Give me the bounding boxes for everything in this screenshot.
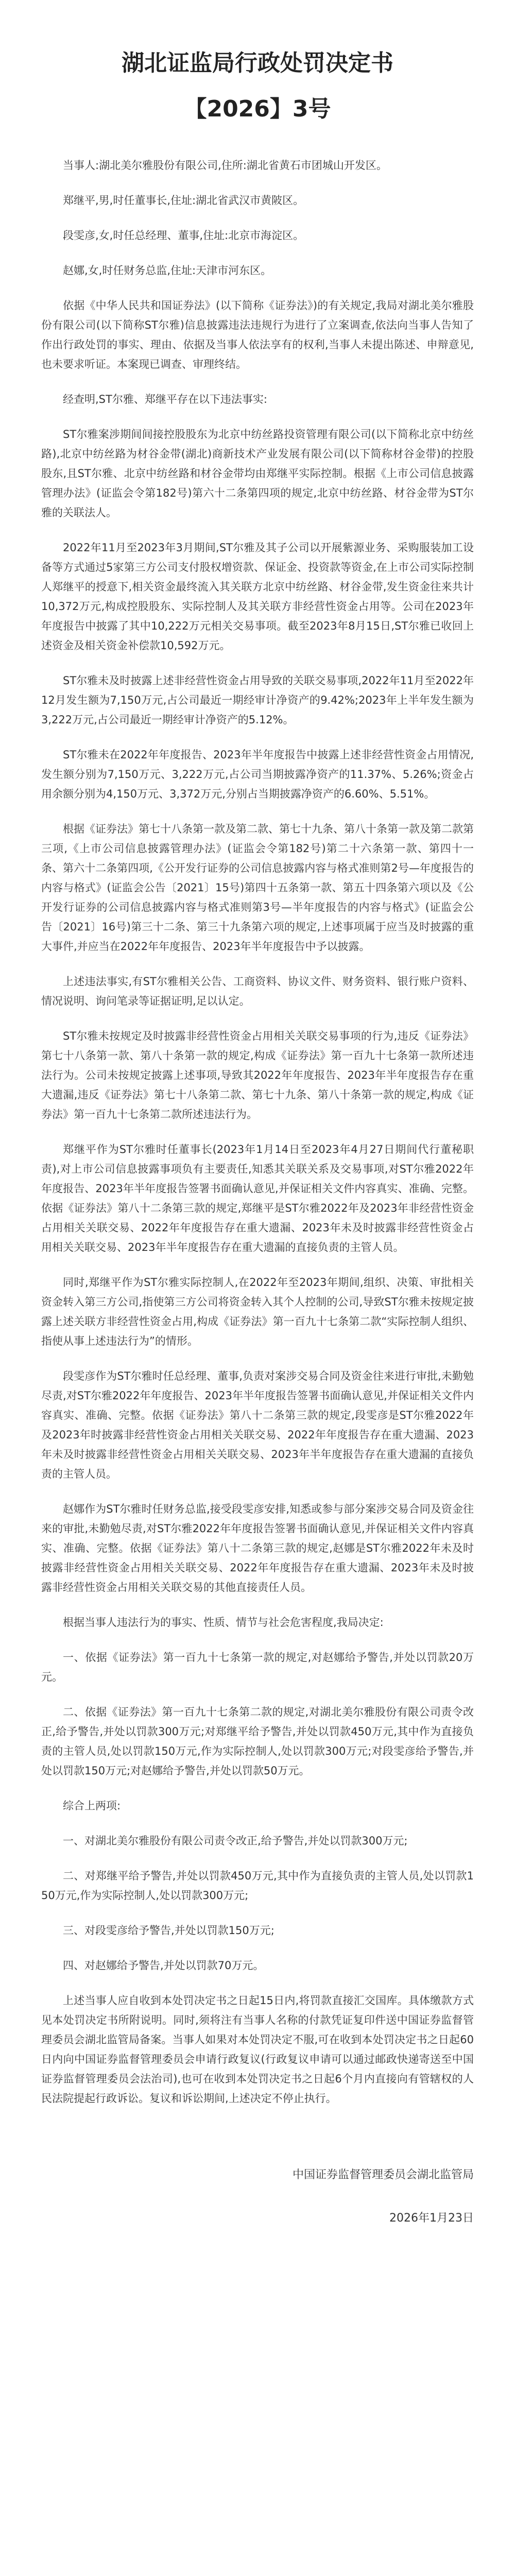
paragraph: 郑继平作为ST尔雅时任董事长(2023年1月14日至2023年4月27日期间代行董秘职责),对上市公司信息披露事项负有主要责任,知悉其关联关系及交易事项,对ST尔雅2022年年度报告、2023年半年度报告签署书面确认意见,并保证相关文件内容真实、准确、完整。依据《证券法》第八十二条第三款的规定,郑继平是ST尔雅2022年及2023年非经营性资金占用相关关联交易、2022年年度报告存在重大遗漏、2023年未及时披露非经营性资金占用相关关联交易、2023年半年度报告存在重大遗漏的直接负责的主管人员。 [41, 1143, 474, 1253]
paragraph: 一、对湖北美尔雅股份有限公司责令改正,给予警告,并处以罚款300万元; [63, 1835, 408, 1847]
paragraph: ST尔雅未在2022年年度报告、2023年半年度报告中披露上述非经营性资金占用情况,发生额分别为7,150万元、3,222万元,占公司当期披露净资产的11.37%、5.26%;资金占用余额分别为4,150万元、3,372万元,分别占当期披露净资产的6.60%、5.51%。 [41, 749, 474, 800]
paragraph: 赵娜,女,时任财务总监,住址:天津市河东区。 [63, 264, 272, 277]
paragraph: 赵娜作为ST尔雅时任财务总监,接受段雯彦安排,知悉或参与部分案涉交易合同及资金往来的审批,未勤勉尽责,对ST尔雅2022年年度报告签署书面确认意见,并保证相关文件内容真实、准确、完整。依据《证券法》第八十二条第三款的规定,赵娜是ST尔雅2022年未及时披露非经营性资金占用相关关联交易、2022年年度报告存在重大遗漏、2023年未及时披露非经营性资金占用相关关联交易的其他直接责任人员。 [41, 1503, 474, 1594]
paragraph: 依据《中华人民共和国证券法》(以下简称《证券法》)的有关规定,我局对湖北美尔雅股份有限公司(以下简称ST尔雅)信息披露违法违规行为进行了立案调查,依法向当事人告知了作出行政处罚的事实、理由、依据及当事人依法享有的权利,当事人未提出陈述、申辩意见,也未要求听证。本案现已调查、审理终结。 [41, 299, 474, 370]
paragraph: 二、依据《证券法》第一百九十七条第二款的规定,对湖北美尔雅股份有限公司责令改正,给予警告,并处以罚款300万元;对郑继平给予警告,并处以罚款450万元,其中作为直接负责的主管人员,处以罚款150万元,作为实际控制人,处以罚款300万元;对段雯彦给予警告,并处以罚款150万元;对赵娜给予警告,并处以罚款50万元。 [41, 1706, 474, 1777]
paragraph: 经查明,ST尔雅、郑继平存在以下违法事实: [63, 393, 267, 405]
paragraph: 段雯彦,女,时任总经理、董事,住址:北京市海淀区。 [63, 229, 304, 242]
signature-block [41, 2165, 474, 2229]
paragraph: ST尔雅未及时披露上述非经营性资金占用导致的关联交易事项,2022年11月至2022年12月发生额为7,150万元,占公司最近一期经审计净资产的9.42%;2023年上半年发生额为3,222万元,占公司最近一期经审计净资产的5.12%。 [41, 674, 474, 726]
document-number: 【2026】3号 [184, 96, 331, 122]
paragraph: 当事人:湖北美尔雅股份有限公司,住所:湖北省黄石市团城山开发区。 [63, 159, 387, 172]
issuing-authority: 中国证券监督管理委员会湖北监管局 [292, 2168, 474, 2181]
paragraph: 一、依据《证券法》第一百九十七条第一款的规定,对赵娜给予警告,并处以罚款20万元。 [41, 1651, 474, 1683]
paragraph: 段雯彦作为ST尔雅时任总经理、董事,负责对案涉交易合同及资金往来进行审批,未勤勉尽责,对ST尔雅2022年年度报告、2023年半年度报告签署书面确认意见,并保证相关文件内容真实、准确、完整。依据《证券法》第八十二条第三款的规定,段雯彦是ST尔雅2022年及2023年时披露非经营性资金占用相关关联交易、2022年年度报告存在重大遗漏、2023年未及时披露非经营性资金占用相关关联交易、2023年半年度报告存在重大遗漏的直接负责的主管人员。 [41, 1370, 474, 1480]
paragraph: ST尔雅案涉期间间接控股股东为北京中纺丝路投资管理有限公司(以下简称北京中纺丝路),北京中纺丝路为材谷金带(湖北)商新技术产业发展有限公司(以下简称材谷金带)的控股股东,且ST尔雅、北京中纺丝路和材谷金带均由郑继平实际控制。根据《上市公司信息披露管理办法》(证监会令第182号)第六十二条第四项的规定,北京中纺丝路、材谷金带为ST尔雅的关联法人。 [41, 428, 474, 519]
document-body [41, 156, 474, 2108]
paragraph: 2022年11月至2023年3月期间,ST尔雅及其子公司以开展紫源业务、采购服装加工设备等方式通过5家第三方公司支付股权增资款、保证金、投资款等资金,在上市公司实际控制人郑继平的授意下,相关资金最终流入其关联方北京中纺丝路、材谷金带,发生资金往来共计10,372万元,构成控股股东、实际控制人及其关联方非经营性资金占用等。公司在2023年年度报告中披露了其中10,222万元相关交易事项。截至2023年8月15日,ST尔雅已收回上述资金及相关资金补偿款10,592万元。 [41, 541, 474, 652]
paragraph: ST尔雅未按规定及时披露非经营性资金占用相关关联交易事项的行为,违反《证券法》第七十八条第一款、第八十条第一款的规定,构成《证券法》第一百九十七条第一款所述违法行为。公司未按规定披露上述事项,导致其2022年年度报告、2023年半年度报告存在重大遗漏,违反《证券法》第七十八条第二款、第七十九条、第八十条第一款的规定,构成《证券法》第一百九十七条第二款所述违法行为。 [41, 1030, 474, 1121]
paragraph: 上述当事人应自收到本处罚决定书之日起15日内,将罚款直接汇交国库。具体缴款方式见本处罚决定书所附说明。同时,须将注有当事人名称的付款凭证复印件送中国证券监督管理委员会湖北监管局备案。当事人如果对本处罚决定不服,可在收到本处罚决定书之日起60日内向中国证券监督管理委员会申请行政复议(行政复议申请可以通过邮政快递寄送至中国证券监督管理委员会法治司),也可在收到本处罚决定书之日起6个月内直接向有管辖权的人民法院提起行政诉讼。复议和诉讼期间,上述决定不停止执行。 [41, 1994, 474, 2105]
paragraph: 根据《证券法》第七十八条第一款及第二款、第七十九条、第八十条第一款及第二款第三项,《上市公司信息披露管理办法》(证监会令第182号)第二十六条第一款、第四十一条、第六十二条第四项,《公开发行证券的公司信息披露内容与格式准则第2号—年度报告的内容与格式》(证监会公告〔2021〕15号)第四十五条第一款、第五十四条第六项以及《公开发行证券的公司信息披露内容与格式准则第3号—半年度报告的内容与格式》(证监会公告〔2021〕16号)第三十二条、第三十九条第六项的规定,上述事项属于应当及时披露的重大事件,并应当在2022年年度报告、2023年半年度报告中予以披露。 [41, 823, 474, 953]
paragraph: 二、对郑继平给予警告,并处以罚款450万元,其中作为直接负责的主管人员,处以罚款150万元,作为实际控制人,处以罚款300万元; [41, 1870, 474, 1902]
paragraph: 根据当事人违法行为的事实、性质、情节与社会危害程度,我局决定: [63, 1616, 384, 1629]
paragraph: 同时,郑继平作为ST尔雅实际控制人,在2022年至2023年期间,组织、决策、审批相关资金转入第三方公司,指使第三方公司将资金转入其个人控制的公司,导致ST尔雅未按规定披露上述关联方非经营性资金占用,构成《证券法》第一百九十七条第二款“实际控制人组织、指使从事上述违法行为”的情形。 [41, 1276, 474, 1347]
paragraph: 郑继平,男,时任董事长,住址:湖北省武汉市黄陂区。 [63, 194, 304, 207]
paragraph: 四、对赵娜给予警告,并处以罚款70万元。 [63, 1959, 264, 1972]
paragraph: 三、对段雯彦给予警告,并处以罚款150万元; [63, 1924, 274, 1937]
document-title: 湖北证监局行政处罚决定书 [122, 50, 393, 76]
paragraph: 上述违法事实,有ST尔雅相关公告、工商资料、协议文件、财务资料、银行账户资料、情况说明、询问笔录等证据证明,足以认定。 [41, 975, 474, 1007]
issue-date: 2026年1月23日 [389, 2212, 474, 2225]
paragraph: 综合上两项: [63, 1800, 121, 1812]
